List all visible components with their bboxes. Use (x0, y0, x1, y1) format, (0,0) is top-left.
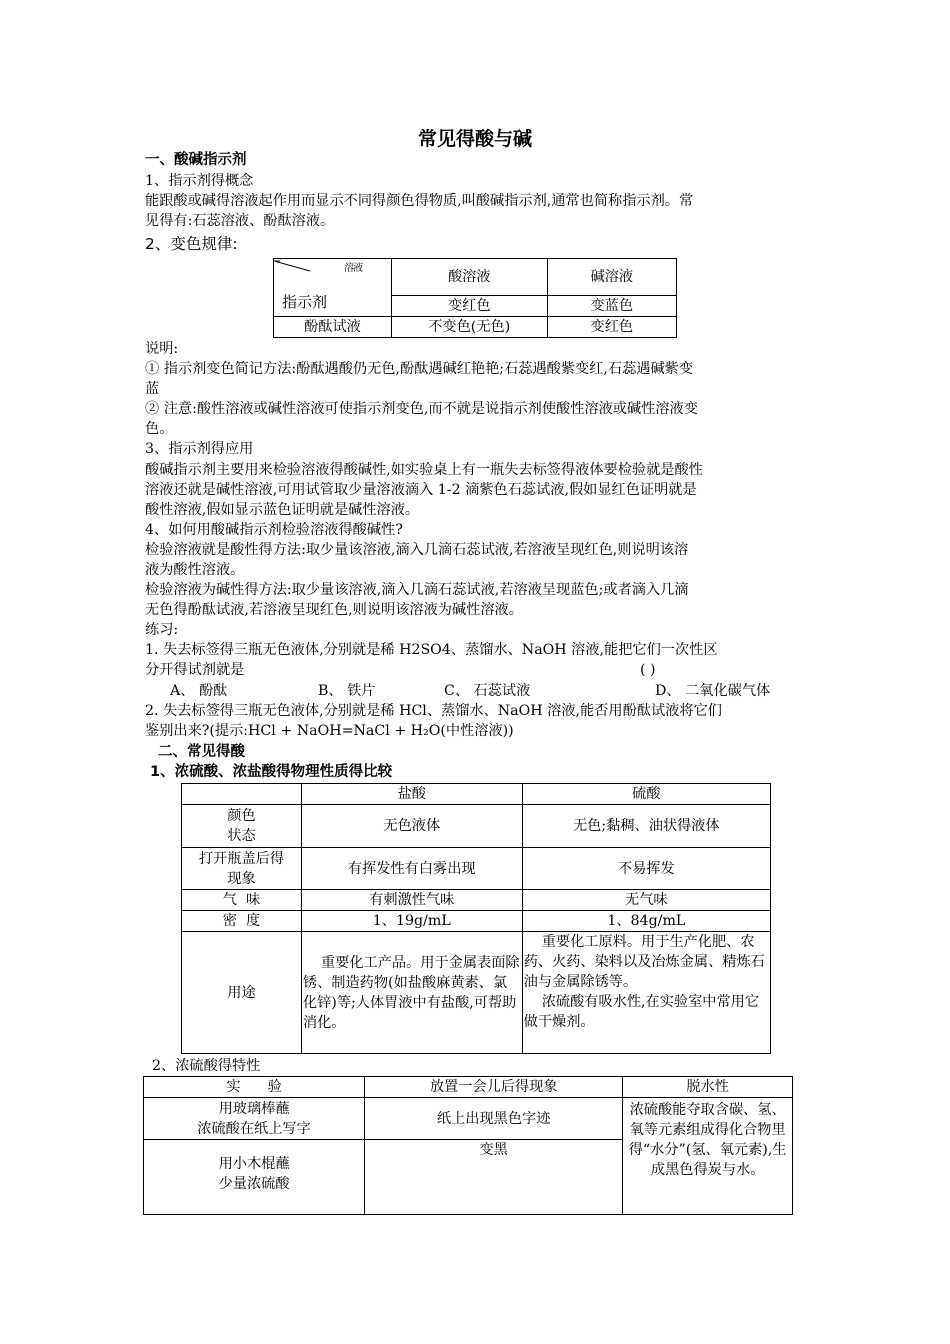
col-header-acid: 酸溶液 (391, 259, 547, 296)
table-corner-cell (274, 259, 392, 317)
note-line: 蓝 (145, 381, 160, 397)
cell-phenol-base: 变红色 (547, 317, 676, 338)
cell-litmus-base: 变蓝色 (547, 296, 676, 317)
paragraph-line: 液为酸性溶液。 (145, 562, 245, 578)
header-sulfuric-acid: 硫酸 (522, 784, 770, 805)
subheading-physical-properties: 1、浓硫酸、浓盐酸得物理性质得比较 (150, 764, 393, 780)
question-2-line: 鉴别出来?(提示:HCl + NaOH=NaCl + H₂O(中性溶液)) (145, 723, 514, 739)
cell-hcl-color-state: 无色液体 (301, 805, 522, 848)
cell-result-paper: 纸上出现黑色字迹 (365, 1098, 623, 1140)
subheading-how-to-test: 4、如何用酸碱指示剂检验溶液得酸碱性? (145, 522, 403, 538)
subheading-color-rules: 2、变色规律: (145, 235, 238, 253)
cell-exp-wood-stick: 用小木棍蘸 少量浓硫酸 (144, 1140, 365, 1215)
cell-h2so4-odor: 无气味 (522, 890, 770, 911)
h2so4-uses-text: 重要化工原料。用于生产化肥、农药、火药、染料以及冶炼金属、精炼石油与金属除锈等。 (523, 934, 765, 990)
cell-phenol-acid: 不变色(无色) (391, 317, 547, 338)
corner-indicator-label: 指示剂 (282, 293, 328, 311)
section-1-heading: 一、酸碱指示剂 (145, 152, 247, 168)
subheading-application: 3、指示剂得应用 (145, 441, 254, 457)
note-line: ① 指示剂变色简记方法:酚酞遇酸仍无色,酚酞遇碱红艳艳;石蕊遇酸紫变红,石蕊遇碱紫变 (145, 361, 694, 377)
question-1-line: 分开得试剂就是 (145, 662, 245, 678)
paragraph-line: 无色得酚酞试液,若溶液呈现红色,则说明该溶液为碱性溶液。 (145, 602, 523, 618)
cell-h2so4-density: 1、84g/mL (522, 911, 770, 932)
row-label-uses: 用途 (182, 932, 302, 1054)
cell-litmus-acid: 变红色 (391, 296, 547, 317)
note-line: 色。 (145, 421, 174, 437)
cell-hcl-phenomenon: 有挥发性有白雾出现 (301, 848, 522, 890)
answer-blank: ( ) (640, 662, 656, 678)
practice-label: 练习: (145, 622, 179, 638)
option-a: A、 酚酞 (170, 683, 228, 699)
section-2-heading: 二、常见得酸 (158, 744, 245, 760)
cell-dehydration-description: 浓硫酸能夺取含碳、氢、氧等元素组成得化合物里得“水分”(氢、氧元素),生成黑色得炭与水。 (623, 1098, 793, 1215)
page-title: 常见得酸与碱 (417, 128, 532, 150)
header-hydrochloric-acid: 盐酸 (301, 784, 522, 805)
header-experiment: 实 验 (144, 1077, 365, 1098)
row-label-color-state: 颜色 状态 (182, 805, 302, 848)
option-d: D、 二氧化碳气体 (655, 683, 771, 699)
subheading-indicator-concept: 1、指示剂得概念 (145, 173, 254, 189)
cell-exp-glass-rod: 用玻璃棒蘸 浓硫酸在纸上写字 (144, 1098, 365, 1140)
row-label-open-phenomenon: 打开瓶盖后得 现象 (182, 848, 302, 890)
subheading-sulfuric-properties: 2、浓硫酸得特性 (152, 1058, 261, 1074)
cell-hcl-density: 1、19g/mL (301, 911, 522, 932)
cell-h2so4-uses (522, 932, 770, 1054)
row-label-phenolphthalein: 酚酞试液 (274, 317, 392, 338)
cell-result-blacken: 变黑 (365, 1140, 623, 1215)
cell-h2so4-color-state: 无色;黏稠、油状得液体 (522, 805, 770, 848)
note-line: ② 注意:酸性溶液或碱性溶液可使指示剂变色,而不就是说指示剂使酸性溶液或碱性溶液变 (145, 401, 698, 417)
h2so4-absorbent-text: 浓硫酸有吸水性,在实验室中常用它做干燥剂。 (523, 994, 760, 1030)
header-blank (182, 784, 302, 805)
option-b: B、 铁片 (318, 683, 376, 699)
acid-properties-table (181, 783, 771, 1054)
col-header-base: 碱溶液 (547, 259, 676, 296)
paragraph-line: 能跟酸或碱得溶液起作用而显示不同得颜色得物质,叫酸碱指示剂,通常也简称指示剂。常 (145, 193, 694, 209)
cell-hcl-odor: 有刺激性气味 (301, 890, 522, 911)
paragraph-line: 酸性溶液,假如显示蓝色证明就是碱性溶液。 (145, 502, 420, 518)
cell-h2so4-phenomenon: 不易挥发 (522, 848, 770, 890)
paragraph-line: 检验溶液就是酸性得方法:取少量该溶液,滴入几滴石蕊试液,若溶液呈现红色,则说明该溶 (145, 542, 689, 558)
note-label: 说明: (145, 341, 179, 357)
paragraph-line: 见得有:石蕊溶液、酚酞溶液。 (145, 213, 335, 229)
paragraph-line: 酸碱指示剂主要用来检验溶液得酸碱性,如实验桌上有一瓶失去标签得液体要检验就是酸性 (145, 462, 703, 478)
row-label-density: 密 度 (182, 911, 302, 932)
sulfuric-acid-table (143, 1076, 793, 1215)
paragraph-line: 检验溶液为碱性得方法:取少量该溶液,滴入几滴石蕊试液,若溶液呈现蓝色;或者滴入几滴 (145, 582, 689, 598)
header-dehydration: 脱水性 (623, 1077, 793, 1098)
indicator-color-table (273, 258, 677, 338)
corner-top-label: 溶液 (344, 263, 362, 274)
header-phenomenon: 放置一会儿后得现象 (365, 1077, 623, 1098)
paragraph-line: 溶液还就是碱性溶液,可用试管取少量溶液滴入 1-2 滴紫色石蕊试液,假如显红色证明就是 (145, 482, 697, 498)
question-1-line: 1. 失去标签得三瓶无色液体,分别就是稀 H2SO4、蒸馏水、NaOH 溶液,能把它们一次性区 (145, 642, 718, 658)
option-c: C、 石蕊试液 (444, 683, 531, 699)
cell-hcl-uses: 重要化工产品。用于金属表面除锈、制造药物(如盐酸麻黄素、氯化锌)等;人体胃液中有盐酸,可帮助消化。 (301, 932, 522, 1054)
corner-diagonal-lines (274, 259, 389, 299)
question-2-line: 2. 失去标签得三瓶无色液体,分别就是稀 HCl、蒸馏水、NaOH 溶液,能否用酚酞试液将它们 (145, 703, 722, 719)
row-label-odor: 气 味 (182, 890, 302, 911)
